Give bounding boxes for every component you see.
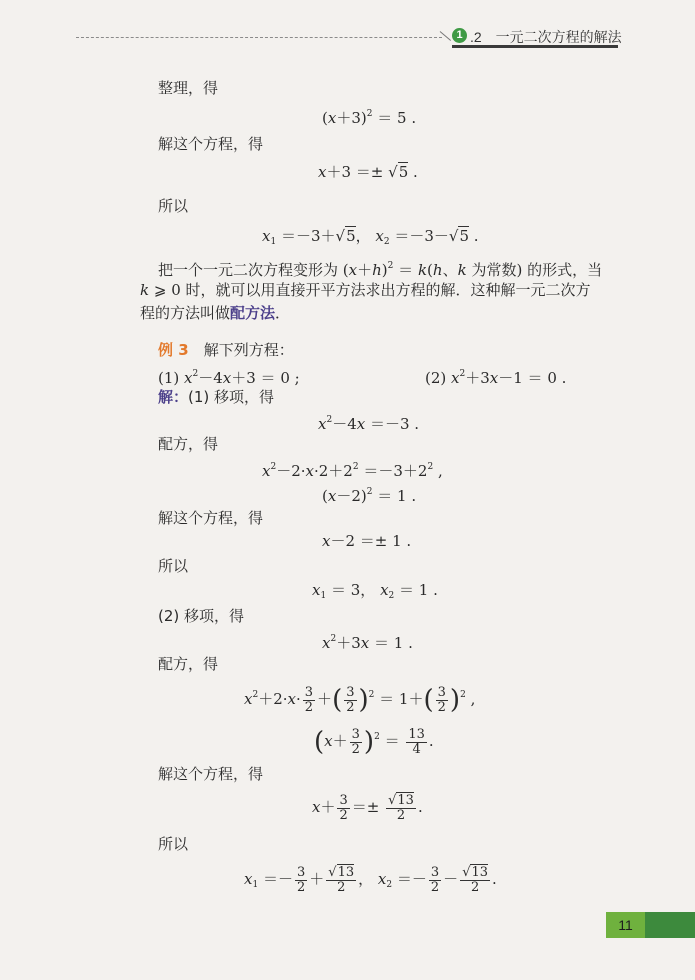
equation: x－2 ＝± 1 . xyxy=(322,532,412,550)
text-line: 配方，得 xyxy=(158,655,219,673)
text-line: (2) 移项，得 xyxy=(158,607,245,625)
page-number: 11 xyxy=(606,912,645,938)
equation: $x^2-2\cdot x\cdot 2+2^2 =-3+2^2$ , xyxy=(262,462,443,480)
text-line: 解这个方程，得 xyxy=(158,135,264,153)
header-dashed-rule xyxy=(76,37,442,38)
text-span: 解下列方程： xyxy=(203,341,294,359)
solution-line xyxy=(158,387,274,407)
text-line: 解这个方程，得 xyxy=(158,765,264,783)
equation: x＋3 ＝± √5 . xyxy=(318,163,418,181)
equation: $x^2+3x = 1$ . xyxy=(322,634,413,652)
section-title: .2 一元二次方程的解法 xyxy=(470,29,622,45)
equation: $x_1$ ＝－ $\frac{3}{2}$ ＋ $\frac{√13}{2}$ ， $x_2$ ＝－ $\frac{3}{2}$ － $\frac{√13}{2}$ . xyxy=(244,864,497,895)
text-span: ． xyxy=(275,304,291,322)
text-span: 时，就可以用直接开平方法求出方程的解．这种解一元二次方 xyxy=(185,281,591,299)
header-bar xyxy=(452,45,618,48)
text-line: 整理，得 xyxy=(158,79,219,97)
equation: $(x+3)^2 = 5$ . xyxy=(322,109,417,127)
equation: $(x-2)^2 = 1$ . xyxy=(322,487,417,505)
page-number-bar xyxy=(645,912,695,938)
equation: (x＋ $\frac{3}{2}$ )$^2$ ＝ $\frac{13}{4}$ . xyxy=(314,726,434,757)
text-line: 所以 xyxy=(158,557,189,575)
header-slant-rule xyxy=(440,31,451,41)
text-span: 的形式，当 xyxy=(527,261,603,279)
problem-2: (2) $x^2+3x-1 = 0$ . xyxy=(425,369,567,387)
problem-1: (1) $x^2-4x+3 = 0$ ; xyxy=(158,369,300,387)
text-line: 配方，得 xyxy=(158,435,219,453)
equation: $x_1 =-3+√5$， $x_2 =-3-√5$ . xyxy=(262,227,479,247)
text-span: 把一个一元二次方程变形为 xyxy=(158,261,339,279)
text-span: (1) 移项，得 xyxy=(188,388,275,406)
term-highlight: 配方法 xyxy=(230,304,276,322)
chapter-badge: 1 xyxy=(452,28,467,43)
paragraph-line: k ⩾ 0 时，就可以用直接开平方法求出方程的解．这种解一元二次方 xyxy=(140,281,591,299)
example-label: 例 3 xyxy=(158,341,189,359)
paragraph-line: 把一个一元二次方程变形为 $(x+h)^2 = k(h$、k 为常数) 的形式，当 xyxy=(158,261,603,279)
example-heading xyxy=(158,340,294,360)
text-line: 所以 xyxy=(158,197,189,215)
equation: $x^2+2\cdot x\cdot$ $\frac{3}{2}$ ＋( $\frac{3}{2}$ )$^2$ ＝ 1＋( $\frac{3}{2}$ )$^2$ , xyxy=(244,684,476,715)
equation: $x_1 = 3$， $x_2 = 1$ . xyxy=(312,581,438,601)
text-span: 程的方法叫做 xyxy=(140,304,231,322)
text-line: 所以 xyxy=(158,835,189,853)
paragraph-line xyxy=(140,303,290,323)
equation: x＋ $\frac{3}{2}$ ＝± $\frac{√13}{2}$ . xyxy=(312,792,423,823)
text-line: 解这个方程，得 xyxy=(158,509,264,527)
equation: $x^2-4x =-3$ . xyxy=(318,415,420,433)
solution-label: 解： xyxy=(158,388,189,406)
